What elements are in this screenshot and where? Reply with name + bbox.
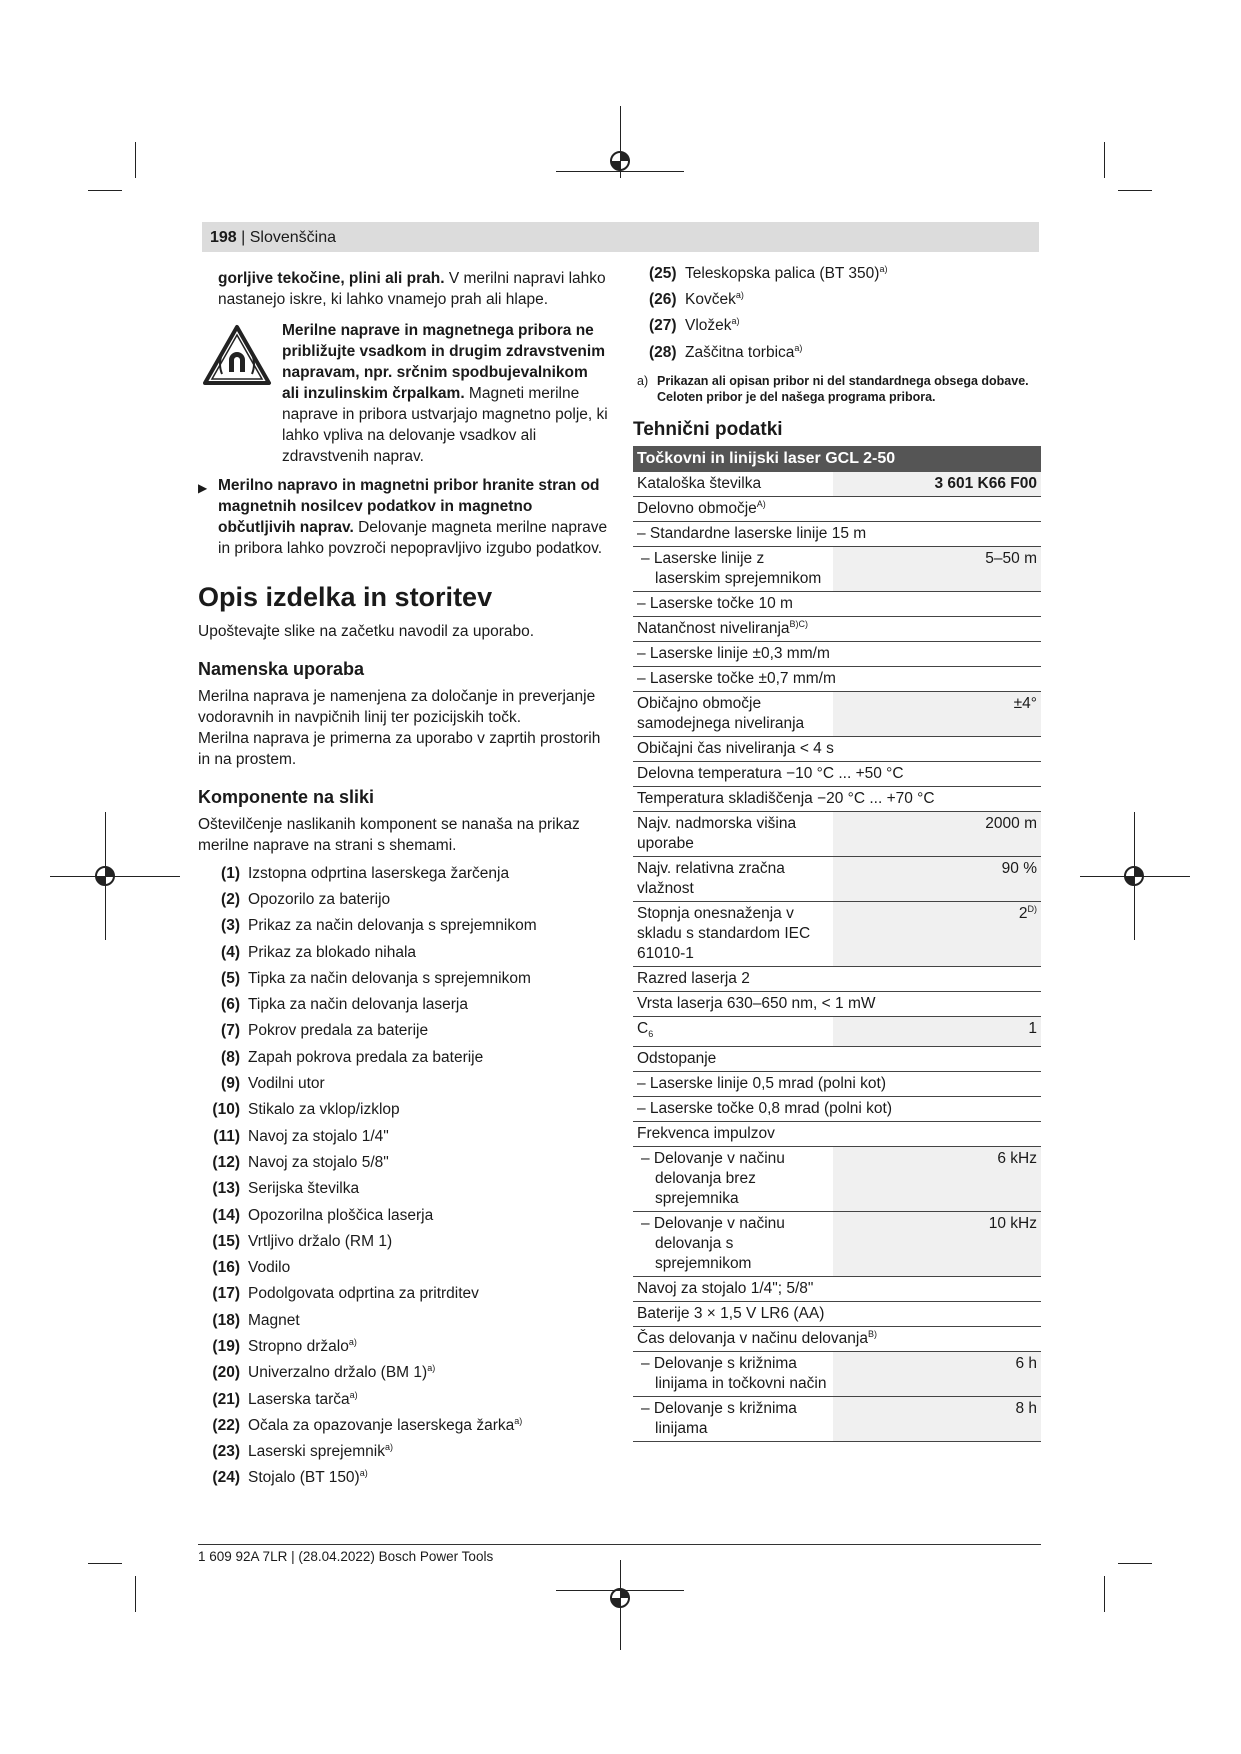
spec-label: Delovno območje$^{A)}$ — [633, 497, 1041, 522]
component-label: Vodilni utor — [248, 1075, 325, 1093]
spec-value: 6 kHz — [833, 1147, 1041, 1212]
spec-value: 2000 m — [833, 812, 1041, 857]
footnote-ref: a) — [427, 1363, 436, 1374]
crop-mark — [1118, 190, 1152, 191]
component-item — [198, 1070, 608, 1096]
component-number: (23) — [212, 1443, 240, 1461]
component-label: Podolgovata odprtina za pritrditev — [248, 1285, 479, 1303]
component-label: Teleskopska palica (BT 350)$^{a)}$ — [685, 263, 888, 282]
spec-label: – Laserske linije 0,5 mrad (polni kot) — [633, 1072, 1041, 1097]
spec-value: ±4° — [833, 692, 1041, 737]
spec-table-header: Točkovni in linijski laser GCL 2-50 — [633, 446, 1041, 472]
component-item — [198, 913, 608, 939]
page-number: 198 — [210, 229, 237, 246]
registration-mark-icon — [93, 864, 117, 888]
spec-label: Vrsta laserja 630–650 nm, < 1 mW — [633, 992, 1041, 1017]
crop-mark — [88, 1563, 122, 1564]
component-number: (3) — [221, 917, 240, 935]
spec-row — [633, 857, 1041, 902]
footnote-ref: a) — [731, 316, 740, 327]
spec-label: Običajno območje samodejnega niveliranja — [633, 692, 833, 737]
spec-row — [633, 737, 1041, 762]
footer-rule — [198, 1544, 1041, 1545]
spec-row — [633, 497, 1041, 522]
component-label: Očala za opazovanje laserskega žarka$^{a)}$ — [248, 1415, 523, 1434]
component-label: Navoj za stojalo 5/8" — [248, 1153, 389, 1171]
component-item — [198, 1307, 608, 1333]
component-number: (21) — [212, 1390, 240, 1408]
component-label: Opozorilna ploščica laserja — [248, 1206, 434, 1224]
spec-row — [633, 1122, 1041, 1147]
component-number: (22) — [212, 1416, 240, 1434]
component-number: (14) — [212, 1206, 240, 1224]
spec-label: Običajni čas niveliranja < 4 s — [633, 737, 1041, 762]
intended-use-text-2: Merilna naprava je primerna za uporabo v zaprtih prostorih in na prostem. — [198, 730, 601, 768]
component-number: (19) — [212, 1337, 240, 1355]
spec-label: Natančnost niveliranja$^{B)C)}$ — [633, 617, 1041, 642]
component-item — [198, 1228, 608, 1254]
component-item — [198, 1281, 608, 1307]
section-title: Opis izdelka in storitev — [198, 582, 493, 612]
spec-row — [633, 1097, 1041, 1122]
spec-row — [633, 1327, 1041, 1352]
component-number: (10) — [212, 1101, 240, 1119]
crop-mark — [1118, 1563, 1152, 1564]
spec-label: – Laserske linije ±0,3 mm/m — [633, 642, 1041, 667]
component-item — [198, 1412, 608, 1438]
spec-row — [633, 967, 1041, 992]
spec-label: Baterije 3 × 1,5 V LR6 (AA) — [633, 1302, 1041, 1327]
spec-value: 5–50 m — [833, 547, 1041, 592]
component-number: (25) — [649, 264, 677, 282]
spec-label: Najv. relativna zračna vlažnost — [633, 857, 833, 902]
component-item — [198, 939, 608, 965]
spec-label: – Delovanje v načinu delovanja s sprejemnikom — [633, 1212, 833, 1277]
footnote-ref: a) — [735, 289, 744, 300]
spec-row — [633, 522, 1041, 547]
component-label: Zapah pokrova predala za baterije — [248, 1048, 484, 1066]
components-intro: Oštevilčenje naslikanih komponent se nanaša na prikaz merilne naprave na strani s shemami. — [198, 816, 580, 854]
spec-row — [633, 1147, 1041, 1212]
section-language: Slovenščina — [249, 229, 337, 246]
spec-label: Stopnja onesnaženja v skladu s standardom IEC 61010-1 — [633, 902, 833, 967]
component-number: (7) — [221, 1022, 240, 1040]
spec-value: 90 % — [833, 857, 1041, 902]
spec-label: Kataloška številka — [633, 472, 833, 497]
component-number: (8) — [221, 1048, 240, 1066]
component-number: (27) — [649, 317, 677, 335]
component-item — [633, 313, 1041, 339]
component-label: Univerzalno držalo (BM 1)$^{a)}$ — [248, 1363, 436, 1382]
component-item — [198, 1123, 608, 1149]
spec-label: – Laserske točke 0,8 mrad (polni kot) — [633, 1097, 1041, 1122]
component-number: (18) — [212, 1311, 240, 1329]
component-number: (11) — [213, 1127, 240, 1145]
component-label: Prikaz za način delovanja s sprejemnikom — [248, 917, 537, 935]
spec-label: Frekvenca impulzov — [633, 1122, 1041, 1147]
accessory-footnote: a) Prikazan ali opisan pribor ni del standardnega obsega dobave. Celoten pribor je del našega programa pribora. — [637, 374, 1029, 405]
component-label: Zaščitna torbica$^{a)}$ — [685, 342, 803, 361]
spec-row — [633, 1047, 1041, 1072]
component-label: Pokrov predala za baterije — [248, 1022, 429, 1040]
registration-mark-icon — [608, 1586, 632, 1610]
spec-label: Čas delovanja v načinu delovanja$^{B)}$ — [633, 1327, 1041, 1352]
magnet-warning-icon — [202, 324, 272, 386]
page-footer: 1 609 92A 7LR | (28.04.2022) Bosch Power Tools — [198, 1549, 494, 1564]
spec-row — [633, 1277, 1041, 1302]
component-label: Prikaz za blokado nihala — [248, 943, 417, 961]
registration-mark-icon — [608, 149, 632, 173]
spec-label: Delovna temperatura −10 °C ... +50 °C — [633, 762, 1041, 787]
footnote-ref: a) — [348, 1336, 357, 1347]
component-label: Serijska številka — [248, 1180, 360, 1198]
spec-label: $C_6$ — [633, 1017, 833, 1047]
component-item — [198, 1333, 608, 1359]
spec-row — [633, 667, 1041, 692]
spec-value: 8 h — [833, 1397, 1041, 1442]
component-number: (20) — [212, 1364, 240, 1382]
registration-mark-icon — [1122, 864, 1146, 888]
spec-row — [633, 1017, 1041, 1047]
component-item — [198, 1386, 608, 1412]
spec-row — [633, 1072, 1041, 1097]
spec-row — [633, 902, 1041, 967]
component-number: (28) — [649, 343, 677, 361]
component-item — [198, 1097, 608, 1123]
spec-label: – Laserske linije z laserskim sprejemnikom — [633, 547, 833, 592]
spec-label: Temperatura skladiščenja −20 °C ... +70 °C — [633, 787, 1041, 812]
spec-row — [633, 547, 1041, 592]
crop-mark — [88, 190, 122, 191]
component-number: (12) — [212, 1153, 240, 1171]
component-number: (24) — [212, 1469, 240, 1487]
spec-label: Najv. nadmorska višina uporabe — [633, 812, 833, 857]
intro-paragraph: gorljive tekočine, plini ali prah. V merilni napravi lahko nastanejo iskre, ki lahko vnamejo prah ali hlape. — [218, 270, 606, 308]
intended-use-text: Merilna naprava je namenjena za določanje in preverjanje vodoravnih in navpičnih linij ter pozicijskih točk. — [198, 688, 596, 726]
spec-label: – Delovanje s križnima linijama — [633, 1397, 833, 1442]
component-item — [633, 260, 1041, 286]
component-item — [198, 886, 608, 912]
spec-label: Odstopanje — [633, 1047, 1041, 1072]
spec-row — [633, 592, 1041, 617]
component-number: (2) — [221, 890, 240, 908]
spec-label: – Delovanje s križnima linijama in točkovni način — [633, 1352, 833, 1397]
component-label: Vrtljivo držalo (RM 1) — [248, 1232, 393, 1250]
component-number: (6) — [221, 996, 240, 1014]
spec-label: – Laserske točke ±0,7 mm/m — [633, 667, 1041, 692]
component-number: (26) — [649, 290, 677, 308]
spec-row — [633, 692, 1041, 737]
spec-row — [633, 472, 1041, 497]
spec-row — [633, 642, 1041, 667]
component-list-continued — [633, 260, 1041, 365]
spec-value: 6 h — [833, 1352, 1041, 1397]
component-item — [198, 1044, 608, 1070]
component-item — [198, 1465, 608, 1491]
footnote-ref: a) — [879, 263, 888, 274]
data-loss-warning: ▶ Merilno napravo in magnetni pribor hranite stran od magnetnih nosilcev podatkov in magnetno občutljivih naprav. Delovanje magneta merilne naprave in pribora lahko povzroči nepopravljivo izgubo podatkov. — [198, 477, 608, 557]
component-label: Laserski sprejemnik$^{a)}$ — [248, 1442, 393, 1461]
component-number: (13) — [212, 1180, 240, 1198]
spec-value: $2^{D)}$ — [833, 902, 1041, 967]
spec-row — [633, 812, 1041, 857]
spec-label: – Laserske točke 10 m — [633, 592, 1041, 617]
left-column — [198, 268, 608, 1491]
component-number: (16) — [212, 1259, 240, 1277]
intended-use-title: Namenska uporaba — [198, 659, 365, 679]
component-item — [198, 1176, 608, 1202]
component-label: Magnet — [248, 1311, 300, 1329]
footnote-ref: a) — [794, 342, 803, 353]
component-item — [198, 1254, 608, 1280]
page-header: 198 | Slovenščina — [210, 229, 337, 246]
component-label: Navoj za stojalo 1/4" — [248, 1127, 389, 1145]
component-number: (9) — [221, 1075, 240, 1093]
crop-mark — [135, 142, 136, 178]
spec-row — [633, 1212, 1041, 1277]
footnote-ref: a) — [349, 1389, 358, 1400]
spec-row — [633, 1397, 1041, 1442]
component-label: Vložek$^{a)}$ — [685, 316, 740, 335]
component-item — [198, 965, 608, 991]
tech-data-title: Tehnični podatki — [633, 419, 783, 441]
footnote-ref: a) — [514, 1415, 523, 1426]
section-intro: Upoštevajte slike na začetku navodil za uporabo. — [198, 623, 535, 640]
spec-label: – Standardne laserske linije 15 m — [633, 522, 1041, 547]
component-item — [198, 991, 608, 1017]
component-label: Vodilo — [248, 1259, 291, 1277]
spec-label: – Delovanje v načinu delovanja brez sprejemnika — [633, 1147, 833, 1212]
component-number: (17) — [212, 1285, 240, 1303]
crop-mark — [1104, 1576, 1105, 1612]
component-number: (1) — [221, 864, 240, 882]
bullet-arrow-icon: ▶ — [198, 481, 208, 495]
spec-label: Navoj za stojalo 1/4"; 5/8" — [633, 1277, 1041, 1302]
component-item — [198, 1018, 608, 1044]
component-number: (4) — [221, 943, 240, 961]
spec-row — [633, 1302, 1041, 1327]
right-column — [633, 263, 1041, 1442]
magnet-warning — [198, 320, 608, 467]
magnet-warning-text: Merilne naprave in magnetnega pribora ne približujte vsadkom in drugim zdravstvenim napravam, npr. srčnim spodbujevalnikom ali inzulinskim črpalkam. Magneti merilne naprave in pribora ustvarjajo magnetno polje, ki lahko vpliva na delovanje vsadkov ali zdravstvenih naprav. — [282, 322, 608, 465]
spec-row — [633, 1352, 1041, 1397]
component-item — [198, 1439, 608, 1465]
component-label: Stropno držalo$^{a)}$ — [248, 1336, 357, 1355]
component-label: Tipka za način delovanja laserja — [248, 996, 468, 1014]
spec-row — [633, 617, 1041, 642]
spec-row — [633, 787, 1041, 812]
spec-row — [633, 762, 1041, 787]
crop-mark — [1104, 142, 1105, 178]
spec-table — [633, 446, 1041, 1442]
component-number: (15) — [212, 1232, 240, 1250]
component-label: Opozorilo za baterijo — [248, 890, 391, 908]
component-list — [198, 860, 608, 1491]
component-item — [198, 1149, 608, 1175]
component-label: Stikalo za vklop/izklop — [248, 1101, 400, 1119]
component-item — [198, 860, 608, 886]
footnote-ref: a) — [384, 1442, 393, 1453]
component-label: Stojalo (BT 150)$^{a)}$ — [248, 1468, 368, 1487]
crop-mark — [135, 1576, 136, 1612]
spec-row — [633, 992, 1041, 1017]
component-item — [633, 286, 1041, 312]
component-label: Laserska tarča$^{a)}$ — [248, 1389, 358, 1408]
component-label: Izstopna odprtina laserskega žarčenja — [248, 864, 510, 882]
spec-value: 1 — [833, 1017, 1041, 1047]
component-item — [198, 1202, 608, 1228]
component-label: Tipka za način delovanja s sprejemnikom — [248, 969, 531, 987]
component-label: Kovček$^{a)}$ — [685, 289, 744, 308]
component-number: (5) — [221, 969, 240, 987]
spec-label: Razred laserja 2 — [633, 967, 1041, 992]
spec-value: 3 601 K66 F00 — [833, 472, 1041, 497]
spec-value: 10 kHz — [833, 1212, 1041, 1277]
component-item — [198, 1360, 608, 1386]
footnote-ref: a) — [359, 1468, 368, 1479]
components-title: Komponente na sliki — [198, 787, 375, 807]
component-item — [633, 339, 1041, 365]
